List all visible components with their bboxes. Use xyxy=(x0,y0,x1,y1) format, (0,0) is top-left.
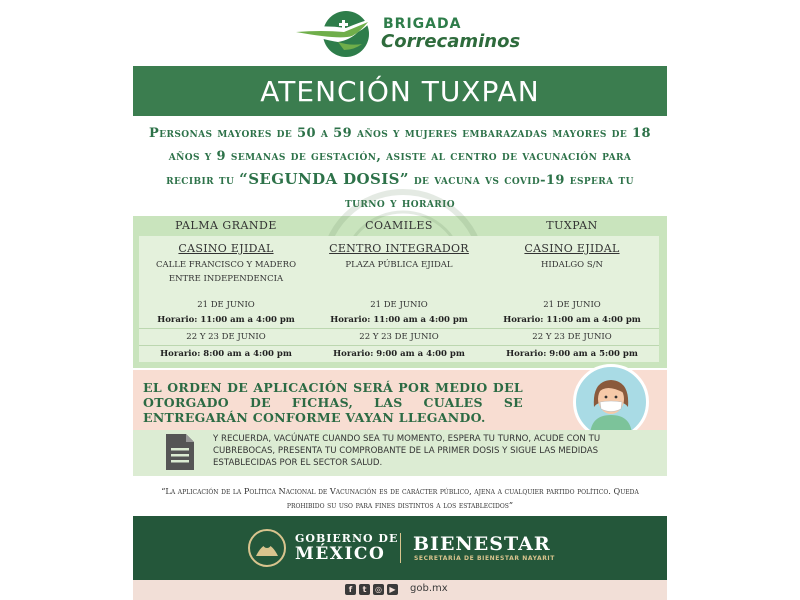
location-place: CASINO EJIDAL xyxy=(178,242,274,255)
row-divider xyxy=(139,328,659,329)
bienestar-subtitle: SECRETARÍA DE BIENESTAR NAYARIT xyxy=(414,555,555,562)
reminder-text: Y RECUERDA, VACÚNATE CUANDO SEA TU MOMENTO, ESPERA TU TURNO, ACUDE CON TU CUBREBOCAS, PRESENTA TU COMPROBANTE DE LA PRIMER DOSIS Y SIGUE LAS MEDIDAS ESTABLECIDAS POR EL SECTOR SALUD. xyxy=(213,434,601,468)
location-column xyxy=(485,238,659,272)
twitter-icon[interactable]: t xyxy=(359,584,370,595)
schedule-date: 22 Y 23 DE JUNIO xyxy=(186,332,266,342)
schedule-hours: Horario: 11:00 am a 4:00 pm xyxy=(157,315,295,325)
footer-divider xyxy=(400,533,401,563)
order-notice: EL ORDEN DE APLICACIÓN SERÁ POR MEDIO DEL OTORGADO DE FICHAS, LAS CUALES SE ENTREGARÁN CONFORME VAYAN LLEGANDO. xyxy=(143,380,523,425)
schedule-date: 21 DE JUNIO xyxy=(370,300,428,310)
schedule-hours: Horario: 9:00 am a 5:00 pm xyxy=(506,349,638,359)
location-address xyxy=(485,258,659,272)
roadrunner-logo-icon xyxy=(288,10,380,58)
intro-part1: Personas mayores de 50 a 59 años y mujeres embarazadas mayores de 18 años y 9 semanas de gestación, asiste al centro de vacunación para recibir tu xyxy=(149,126,651,188)
schedule-hours: Horario: 9:00 am a 4:00 pm xyxy=(333,349,465,359)
social-icons xyxy=(345,584,398,595)
address-line: CALLE FRANCISCO Y MADERO xyxy=(155,260,297,270)
intro-part2: de vacuna vs covid-19 espera tu turno y horario xyxy=(345,173,634,211)
masked-woman-icon xyxy=(576,367,646,437)
footer xyxy=(133,516,667,580)
brigada-correcaminos-logo xyxy=(288,10,538,60)
location-address xyxy=(139,258,313,286)
schedule-date: 22 Y 23 DE JUNIO xyxy=(532,332,612,342)
address-line: ENTRE INDEPENDENCIA xyxy=(168,274,284,284)
location-place: CENTRO INTEGRADOR xyxy=(329,242,469,255)
schedule-hours: Horario: 8:00 am a 4:00 pm xyxy=(160,349,292,359)
municipality-tuxpan: TUXPAN xyxy=(546,219,598,232)
youtube-icon[interactable]: ▶ xyxy=(387,584,398,595)
schedule-date: 21 DE JUNIO xyxy=(197,300,255,310)
bienestar-title: BIENESTAR xyxy=(413,533,551,555)
location-address xyxy=(312,258,486,272)
gobierno-line2: MÉXICO xyxy=(295,544,386,564)
schedule-date: 21 DE JUNIO xyxy=(543,300,601,310)
instagram-icon[interactable]: ◎ xyxy=(373,584,384,595)
social-band xyxy=(133,580,667,600)
vaccination-poster xyxy=(133,0,667,600)
website-link[interactable]: gob.mx xyxy=(410,583,448,594)
page-title: ATENCIÓN TUXPAN xyxy=(133,66,667,116)
address-line: PLAZA PÚBLICA EJIDAL xyxy=(345,260,453,270)
location-column xyxy=(139,238,313,286)
schedule-hours: Horario: 11:00 am a 4:00 pm xyxy=(330,315,468,325)
location-place: CASINO EJIDAL xyxy=(524,242,620,255)
address-line: HIDALGO S/N xyxy=(541,260,603,270)
brand-line2: Correcaminos xyxy=(381,31,521,52)
schedule-date: 22 Y 23 DE JUNIO xyxy=(359,332,439,342)
mexico-coat-of-arms-icon xyxy=(246,528,288,568)
location-column xyxy=(312,238,486,272)
masked-woman-avatar xyxy=(573,364,649,440)
disclaimer: “La aplicación de la Política Nacional de Vacunación es de carácter público, ajena a cualquier partido político. Queda prohibido su uso para fines distintos a los establecidos” xyxy=(161,486,639,510)
schedule-hours: Horario: 11:00 am a 4:00 pm xyxy=(503,315,641,325)
intro-highlight: “SEGUNDA DOSIS” xyxy=(239,170,409,188)
facebook-icon[interactable]: f xyxy=(345,584,356,595)
document-icon xyxy=(166,434,194,470)
row-divider xyxy=(139,345,659,346)
municipality-coamiles: COAMILES xyxy=(365,219,433,232)
gobierno-line1: GOBIERNO DE xyxy=(295,532,399,545)
brand-line1: BRIGADA xyxy=(383,16,462,32)
municipality-palma-grande: PALMA GRANDE xyxy=(175,219,277,232)
